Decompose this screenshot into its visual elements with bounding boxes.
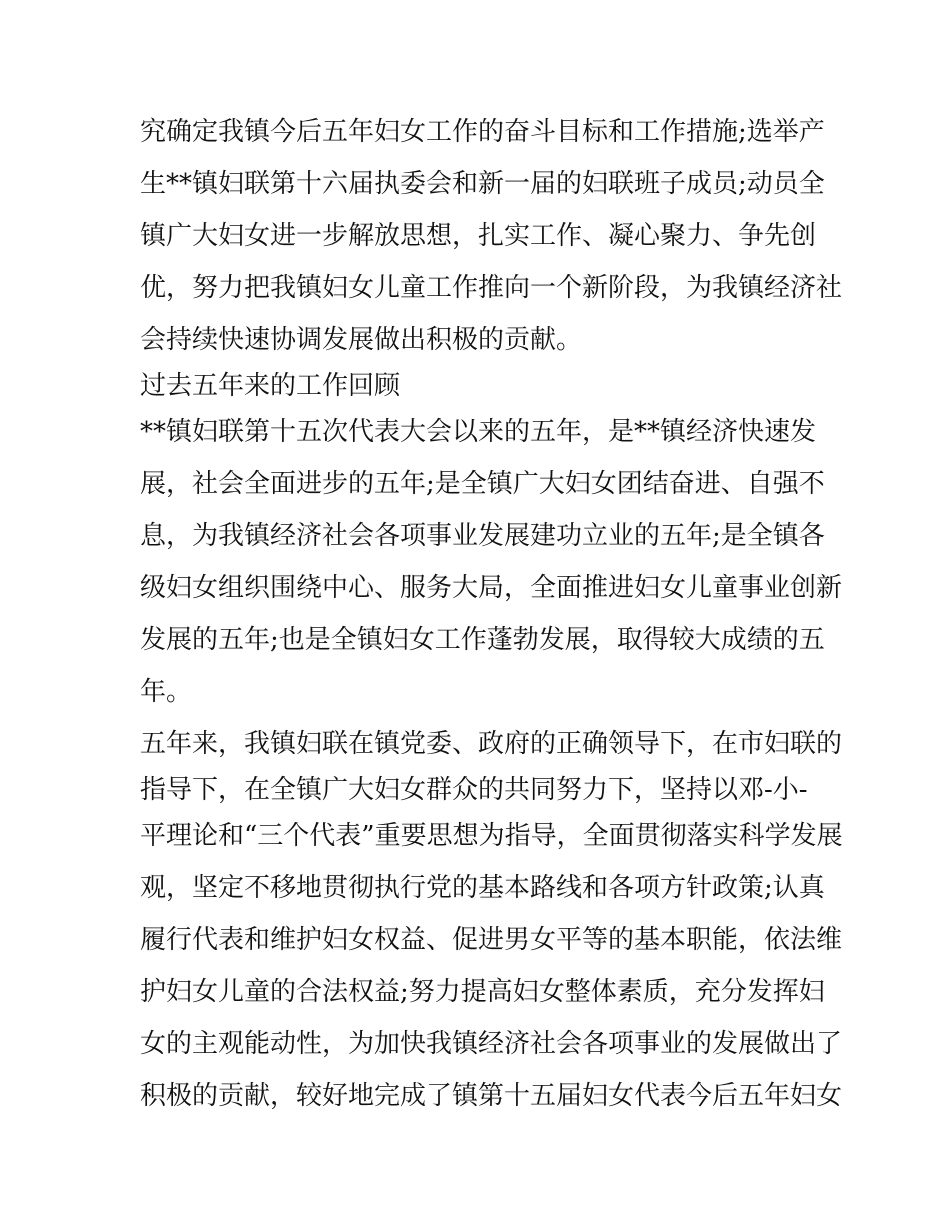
text-line: 履行代表和维护妇女权益、促进男女平等的基本职能，依法维: [140, 925, 843, 955]
text-line: 指导下，在全镇广大妇女群众的共同努力下，坚持以邓-小-: [140, 775, 808, 805]
text-line: 观，坚定不移地贯彻执行党的基本路线和各项方针政策;认真: [140, 873, 825, 903]
text-line: 级妇女组织围绕中心、服务大局，全面推进妇女儿童事业创新: [140, 573, 843, 603]
text-line: 息，为我镇经济社会各项事业发展建功立业的五年;是全镇各: [140, 521, 825, 551]
text-line: 优，努力把我镇妇女儿童工作推向一个新阶段，为我镇经济社: [140, 273, 843, 303]
text-line: 护妇女儿童的合法权益;努力提高妇女整体素质，充分发挥妇: [140, 977, 825, 1007]
text-line: **镇妇联第十五次代表大会以来的五年，是**镇经济快速发: [140, 417, 817, 447]
text-line: 积极的贡献，较好地完成了镇第十五届妇女代表今后五年妇女: [140, 1081, 843, 1111]
text-line: 会持续快速协调发展做出积极的贡献。: [140, 325, 583, 355]
text-line: 生**镇妇联第十六届执委会和新一届的妇联班子成员;动员全: [140, 169, 825, 199]
text-line: 镇广大妇女进一步解放思想，扎实工作、凝心聚力、争先创: [140, 221, 817, 251]
section-heading: 过去五年来的工作回顾: [140, 371, 401, 401]
text-line: 平理论和“三个代表”重要思想为指导，全面贯彻落实科学发展: [140, 821, 843, 851]
text-line: 女的主观能动性，为加快我镇经济社会各项事业的发展做出了: [140, 1029, 843, 1059]
text-line: 发展的五年;也是全镇妇女工作蓬勃发展，取得较大成绩的五: [140, 625, 825, 655]
text-line: 展，社会全面进步的五年;是全镇广大妇女团结奋进、自强不: [140, 469, 825, 499]
text-line: 究确定我镇今后五年妇女工作的奋斗目标和工作措施;选举产: [140, 117, 825, 147]
text-line: 五年来，我镇妇联在镇党委、政府的正确领导下，在市妇联的: [140, 729, 843, 759]
text-line: 年。: [140, 677, 193, 707]
document-body: [140, 106, 843, 1122]
